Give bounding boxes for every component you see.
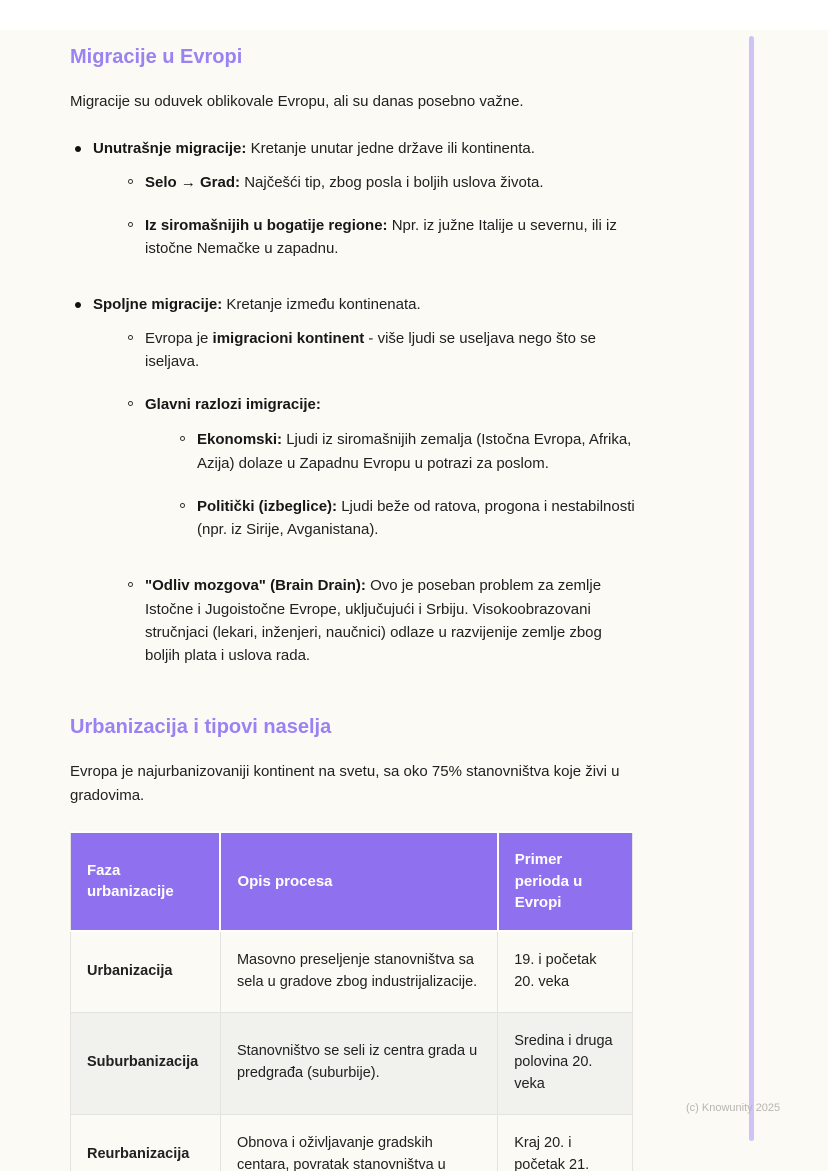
table-header-faza: Faza urbanizacije xyxy=(71,832,221,931)
table-cell-description: Masovno preseljenje stanovništva sa sela u gradove zbog industrijalizacije. xyxy=(220,931,497,1012)
table-header-primer: Primer perioda u Evropi xyxy=(498,832,633,931)
list-item-body xyxy=(145,393,636,554)
bullet-circle-icon xyxy=(128,179,133,184)
table-cell-phase: Reurbanizacija xyxy=(71,1114,221,1171)
list-item-label: Glavni razlozi imigracije: xyxy=(145,396,321,413)
list-item-label: Selo → Grad: xyxy=(145,173,241,191)
list-item-brain-drain xyxy=(128,574,636,667)
table-row-urbanizacija xyxy=(71,931,633,1012)
page-edge-indicator xyxy=(749,36,754,1141)
list-item-ekonomski xyxy=(180,428,636,475)
migration-list xyxy=(75,137,636,680)
list-item-selo-grad xyxy=(128,171,636,194)
bullet-disc-icon xyxy=(75,146,81,152)
sublist xyxy=(180,428,636,541)
list-item-label: Iz siromašnijih u bogatije regione: xyxy=(145,216,388,234)
bullet-disc-icon xyxy=(75,302,81,308)
list-item-body xyxy=(197,495,636,542)
table-header-row xyxy=(71,832,633,931)
bullet-circle-icon xyxy=(128,335,133,340)
list-item-label: Unutrašnje migracije: xyxy=(93,140,247,158)
section-title-migracije: Migracije u Evropi xyxy=(70,46,243,68)
list-item-text-pre: Evropa je xyxy=(145,329,209,347)
list-item-razlozi xyxy=(128,393,636,554)
bullet-circle-icon xyxy=(180,436,185,441)
table-cell-period: 19. i početak 20. veka xyxy=(498,931,633,1012)
intro-paragraph: Migracije su oduvek oblikovale Evropu, ali su danas posebno važne. xyxy=(70,93,524,110)
list-item-label: Spoljne migracije: xyxy=(93,296,223,314)
table-row-suburbanizacija xyxy=(71,1012,633,1114)
table-cell-description: Obnova i oživljavanje gradskih centara, povratak stanovništva u xyxy=(220,1114,497,1171)
list-item-label: Ekonomski: xyxy=(197,431,283,449)
table-row-reurbanizacija xyxy=(71,1114,633,1171)
list-item-text: Najčešći tip, zbog posla i boljih uslova života. xyxy=(244,173,544,191)
table-cell-period: Kraj 20. i početak 21. xyxy=(498,1114,633,1171)
table-cell-phase: Urbanizacija xyxy=(71,931,221,1012)
bullet-circle-icon xyxy=(128,222,133,227)
list-item-label: Politički (izbeglice): xyxy=(197,497,338,515)
list-item-label: "Odliv mozgova" (Brain Drain): xyxy=(145,577,366,595)
urbanization-paragraph: Evropa je najurbanizovaniji kontinent na svetu, sa oko 75% stanovništva koje živi u gradovima. xyxy=(70,763,620,804)
sublist xyxy=(128,327,636,668)
list-item-body xyxy=(145,574,636,667)
list-item-text: Npr. iz južne Italije u severnu, ili iz istočne Nemačke u zapadnu. xyxy=(145,216,617,257)
bullet-circle-icon xyxy=(128,582,133,587)
list-item-text: Ovo je poseban problem za zemlje Istočne i Jugoistočne Evrope, uključujući i Srbiju. Visokoobrazovani stručnjaci (lekari, inženjeri, naučnici) odlaze u razvijenije zemlje zbog boljih plata i uslova rada. xyxy=(145,577,602,664)
watermark: (c) Knowunity 2025 xyxy=(686,1102,781,1114)
list-item-text: Kretanje unutar jedne države ili kontinenta. xyxy=(250,140,535,158)
table-cell-period: Sredina i druga polovina 20. veka xyxy=(498,1012,633,1114)
list-item-body xyxy=(197,428,636,475)
list-item-text: Ljudi beže od ratova, progona i nestabilnosti (npr. iz Sirije, Avganistana). xyxy=(197,497,635,538)
table-cell-phase: Suburbanizacija xyxy=(71,1012,221,1114)
list-item-spoljne xyxy=(75,293,636,680)
list-item-text-post: - više ljudi se useljava nego što se iseljava. xyxy=(145,329,597,370)
list-item-body xyxy=(145,171,636,194)
urbanization-table xyxy=(70,831,633,1171)
table-cell-description: Stanovništvo se seli iz centra grada u predgrađa (suburbije). xyxy=(220,1012,497,1114)
table-header-opis: Opis procesa xyxy=(220,832,497,931)
list-item-politicki xyxy=(180,495,636,542)
document-content xyxy=(70,44,636,1171)
list-item-unutrasnje xyxy=(75,137,636,273)
section-title-urbanizacija: Urbanizacija i tipovi naselja xyxy=(70,716,332,739)
bullet-circle-icon xyxy=(180,503,185,508)
list-item-body xyxy=(145,214,636,261)
list-item-body xyxy=(93,293,636,680)
list-item-body xyxy=(145,327,636,374)
list-item-body xyxy=(93,137,636,273)
list-item-bold: imigracioni kontinent xyxy=(212,329,365,347)
sublist xyxy=(128,171,636,261)
bullet-circle-icon xyxy=(128,401,133,406)
list-item-text: Kretanje između kontinenata. xyxy=(226,296,421,314)
list-item-regioni xyxy=(128,214,636,261)
list-item-imigracioni xyxy=(128,327,636,374)
document-sheet xyxy=(0,30,828,1171)
list-item-text: Ljudi iz siromašnijih zemalja (Istočna Evropa, Afrika, Azija) dolaze u Zapadnu Evropu u potrazi za poslom. xyxy=(197,431,632,472)
